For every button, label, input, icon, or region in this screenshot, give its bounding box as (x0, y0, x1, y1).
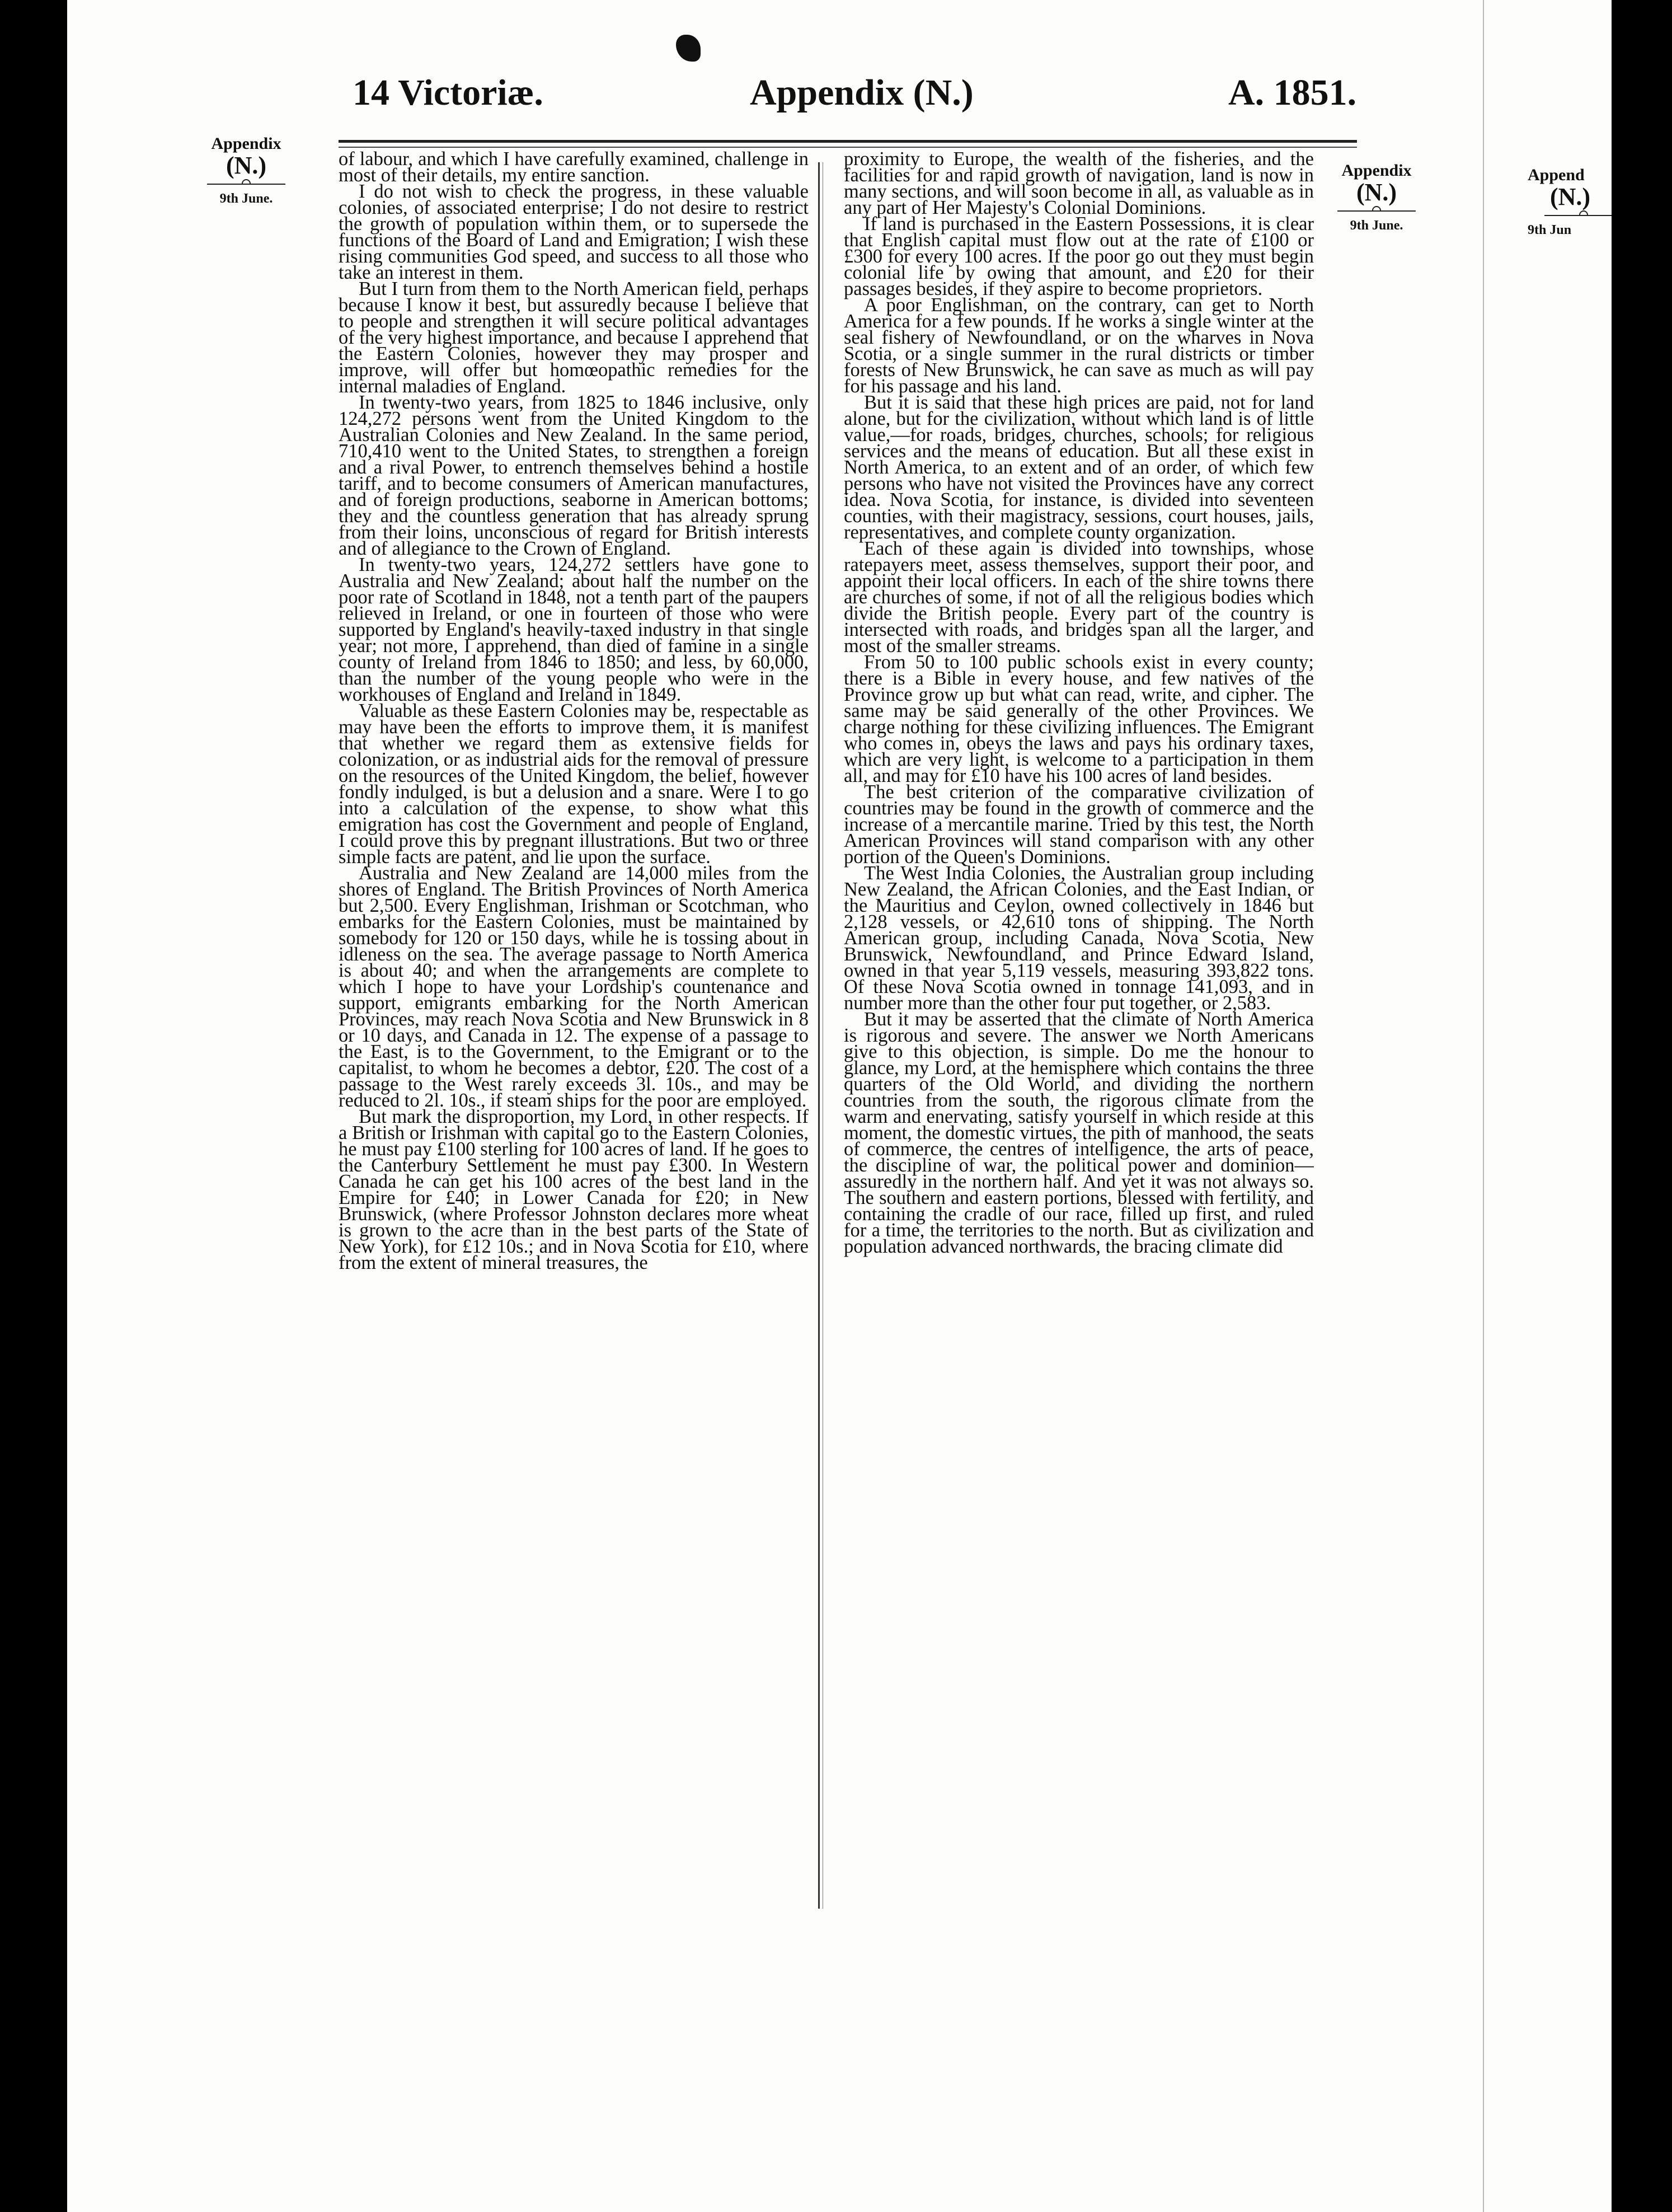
page (67, 0, 1612, 2212)
page-edge (1483, 0, 1484, 2212)
paragraph: A poor Englishman, on the contrary, can get to North America for a few pounds. If he works a single winter at the seal fishery of Newfoundland, or on the wharves in Nova Scotia, or a single summer in the rural districts or timber forests of New Brunswick, he can save as much as will pay for his passage and his land. (844, 294, 1314, 397)
margin-note-number: (N.) (1550, 183, 1591, 210)
paragraph: From 50 to 100 public schools exist in every county; there is a Bible in every house, and few natives of the Province grow up but what can read, write, and cipher. The same may be said generally of the other Provinces. We charge nothing for these civilizing influences. The Emigrant who comes in, obeys the laws and pays his ordinary taxes, which are very light, is welcome to a participation in them all, and may for £10 have his 100 acres of land besides. (844, 652, 1314, 786)
swash-ornament-icon (190, 178, 302, 191)
paragraph: The best criterion of the comparative civilization of countries may be found in the growth of commerce and the increase of a mercantile marine. Tried by this test, the North American Provinces will stand comparison with any other portion of the Queen's Dominions. (844, 781, 1314, 868)
text-column-left (339, 151, 809, 1911)
swash-ornament-icon (1321, 205, 1433, 218)
margin-note-label: Append (1528, 166, 1585, 184)
margin-note-left (190, 134, 302, 207)
paragraph: In twenty-two years, 124,272 settlers have gone to Australia and New Zealand; about half the number on the poor rate of Scotland in 1848, not a tenth part of the paupers relieved in Ireland, or one in fourteen of those who were supported by England's heavily-taxed industry in that single year; not more, I apprehend, than died of famine in a single county of Ireland from 1846 to 1850; and less, by 60,000, than the number of the young people who were in the workhouses of England and Ireland in 1849. (339, 554, 809, 705)
paragraph: proximity to Europe, the wealth of the fisheries, and the facilities for and rapid growth of navigation, land is now in many sections, and will soon become in all, as valuable as in any part of Her Majesty's Colonial Dominions. (844, 151, 1314, 218)
paragraph: Valuable as these Eastern Colonies may be, respectable as may have been the efforts to improve them, it is manifest that whether we regard them as extensive fields for colonization, or as industrial aids for the removal of pressure on the resources of the United Kingdom, the belief, however fondly indulged, is but a delusion and a snare. Were I to go into a calculation of the expense, to show what this emigration has cost the Government and people of England, I could prove this by pregnant illustrations. But two or three simple facts are patent, and lie upon the surface. (339, 700, 809, 868)
running-head-left: 14 Victoriæ. (353, 72, 543, 113)
margin-note-date: 9th June. (219, 191, 273, 206)
margin-note-right (1321, 161, 1433, 233)
running-head-center: Appendix (N.) (750, 72, 974, 113)
swash-ornament-icon (1528, 209, 1628, 223)
paragraph: But it may be asserted that the climate of North America is rigorous and severe. The answer we North Americans give to this objection, is simple. Do me the honour to glance, my Lord, at the hemisphere which contains the three quarters of the Old World, and dividing the northern countries from the south, the rigorous climate from the warm and enervating, satisfy yourself in which reside at this moment, the domestic virtues, the pith of manhood, the seats of commerce, the centres of intelligence, the arts of peace, the discipline of war, the political power and dominion—assuredly in the northern half. And yet it was not always so. The southern and eastern portions, blessed with fertility, and containing the cradle of our race, filled up first, and ruled for a time, the territories to the north. But as civilization and population advanced northwards, the bracing climate did (844, 1009, 1314, 1257)
paragraph: But mark the disproportion, my Lord, in other respects. If a British or Irishman with capital go to the Eastern Colonies, he must pay £100 sterling for 100 acres of land. If he goes to the Canterbury Settlement he must pay £300. In Western Canada he can get his 100 acres of the best land in the Empire for £40; in Lower Canada for £20; in New Brunswick, (where Professor Johnston declares more wheat is grown to the acre than in the best parts of the State of New York), for £12 10s.; and in Nova Scotia for £10, where from the extent of mineral treasures, the (339, 1106, 809, 1273)
margin-note-label: Appendix (211, 134, 281, 153)
margin-note-label: Appendix (1341, 161, 1412, 180)
header-rule (339, 140, 1357, 143)
margin-note-far-right (1528, 166, 1628, 238)
header-rule-thin (339, 147, 1357, 148)
paragraph: But it is said that these high prices are paid, not for land alone, but for the civilization, without which land is of little value,—for roads, bridges, churches, schools; for religious services and the means of education. But all these exist in North America, to an extent and of an order, of which few persons who have not visited the Provinces have any correct idea. Nova Scotia, for instance, is divided into seventeen counties, with their magistracy, sessions, court houses, jails, representatives, and complete county organization. (844, 392, 1314, 543)
paragraph: I do not wish to check the progress, in these valuable colonies, of associated enterprise; I do not desire to restrict the growth of population within them, or to supersede the functions of the Board of Land and Emigration; I wish these rising communities God speed, and success to all those who take an interest in them. (339, 181, 809, 283)
paragraph: Australia and New Zealand are 14,000 miles from the shores of England. The British Provinces of North America but 2,500. Every Englishman, Irishman or Scotchman, who embarks for the Eastern Colonies, must be maintained by somebody for 120 or 150 days, while he is tossing about in idleness on the sea. The average passage to North America is about 40; and when the arrangements are complete to which I hope to have your Lordship's countenance and support, emigrants embarking for the North American Provinces, may reach Nova Scotia and New Brunswick in 8 or 10 days, and Canada in 12. The expense of a passage to the East, is to the Government, to the Emigrant or to the capitalist, to whom he becomes a debtor, £20. The cost of a passage to the West rarely exceeds 3l. 10s., and may be reduced to 2l. 10s., if steam ships for the poor are employed. (339, 863, 809, 1111)
margin-note-number: (N.) (1356, 179, 1397, 206)
running-head-right: A. 1851. (1228, 72, 1357, 113)
paragraph: But I turn from them to the North American field, perhaps because I know it best, but assuredly because I believe that to people and strengthen it will secure political advantages of the very highest importance, and because I apprehend that the Eastern Colonies, however they may prosper and improve, will offer but homœopathic remedies for the internal maladies of England. (339, 278, 809, 397)
margin-note-date: 9th Jun (1528, 223, 1572, 237)
scan-border (0, 0, 67, 2212)
paragraph: If land is purchased in the Eastern Possessions, it is clear that English capital must flow out at the rate of £100 or £300 for every 100 acres. If the poor go out they must begin colonial life by owing that amount, and £20 for their passages besides, if they aspire to become proprietors. (844, 213, 1314, 299)
paragraph: Each of these again is divided into townships, whose ratepayers meet, assess themselves, support their poor, and appoint their local officers. In each of the shire towns there are churches of some, if not of all the religious bodies which divide the British people. Every part of the country is intersected with roads, and bridges span all the larger, and most of the smaller streams. (844, 538, 1314, 657)
column-divider (818, 162, 820, 1909)
paragraph: of labour, and which I have carefully examined, challenge in most of their details, my entire sanction. (339, 151, 809, 186)
margin-note-number: (N.) (226, 152, 267, 179)
paragraph: The West India Colonies, the Australian group including New Zealand, the African Colonies, and the East Indian, or the Mauritius and Ceylon, owned collectively in 1846 but 2,128 vessels, or 42,610 tons of shipping. The North American group, including Canada, Nova Scotia, New Brunswick, Newfoundland, and Prince Edward Island, owned in that year 5,119 vessels, measuring 393,822 tons. Of these Nova Scotia owned in tonnage 141,093, and in number more than the other four put together, or 2,583. (844, 863, 1314, 1014)
margin-note-date: 9th June. (1350, 218, 1403, 233)
paragraph: In twenty-two years, from 1825 to 1846 inclusive, only 124,272 persons went from the United Kingdom to the Australian Colonies and New Zealand. In the same period, 710,410 went to the United States, to strengthen a foreign and a rival Power, to entrench themselves behind a hostile tariff, and to become consumers of American manufactures, and of foreign productions, seaborne in American bottoms; they and the countless generation that has already sprung from their loins, unconscious of regard for British interests and of allegiance to the Crown of England. (339, 392, 809, 559)
text-column-right (844, 151, 1314, 1911)
